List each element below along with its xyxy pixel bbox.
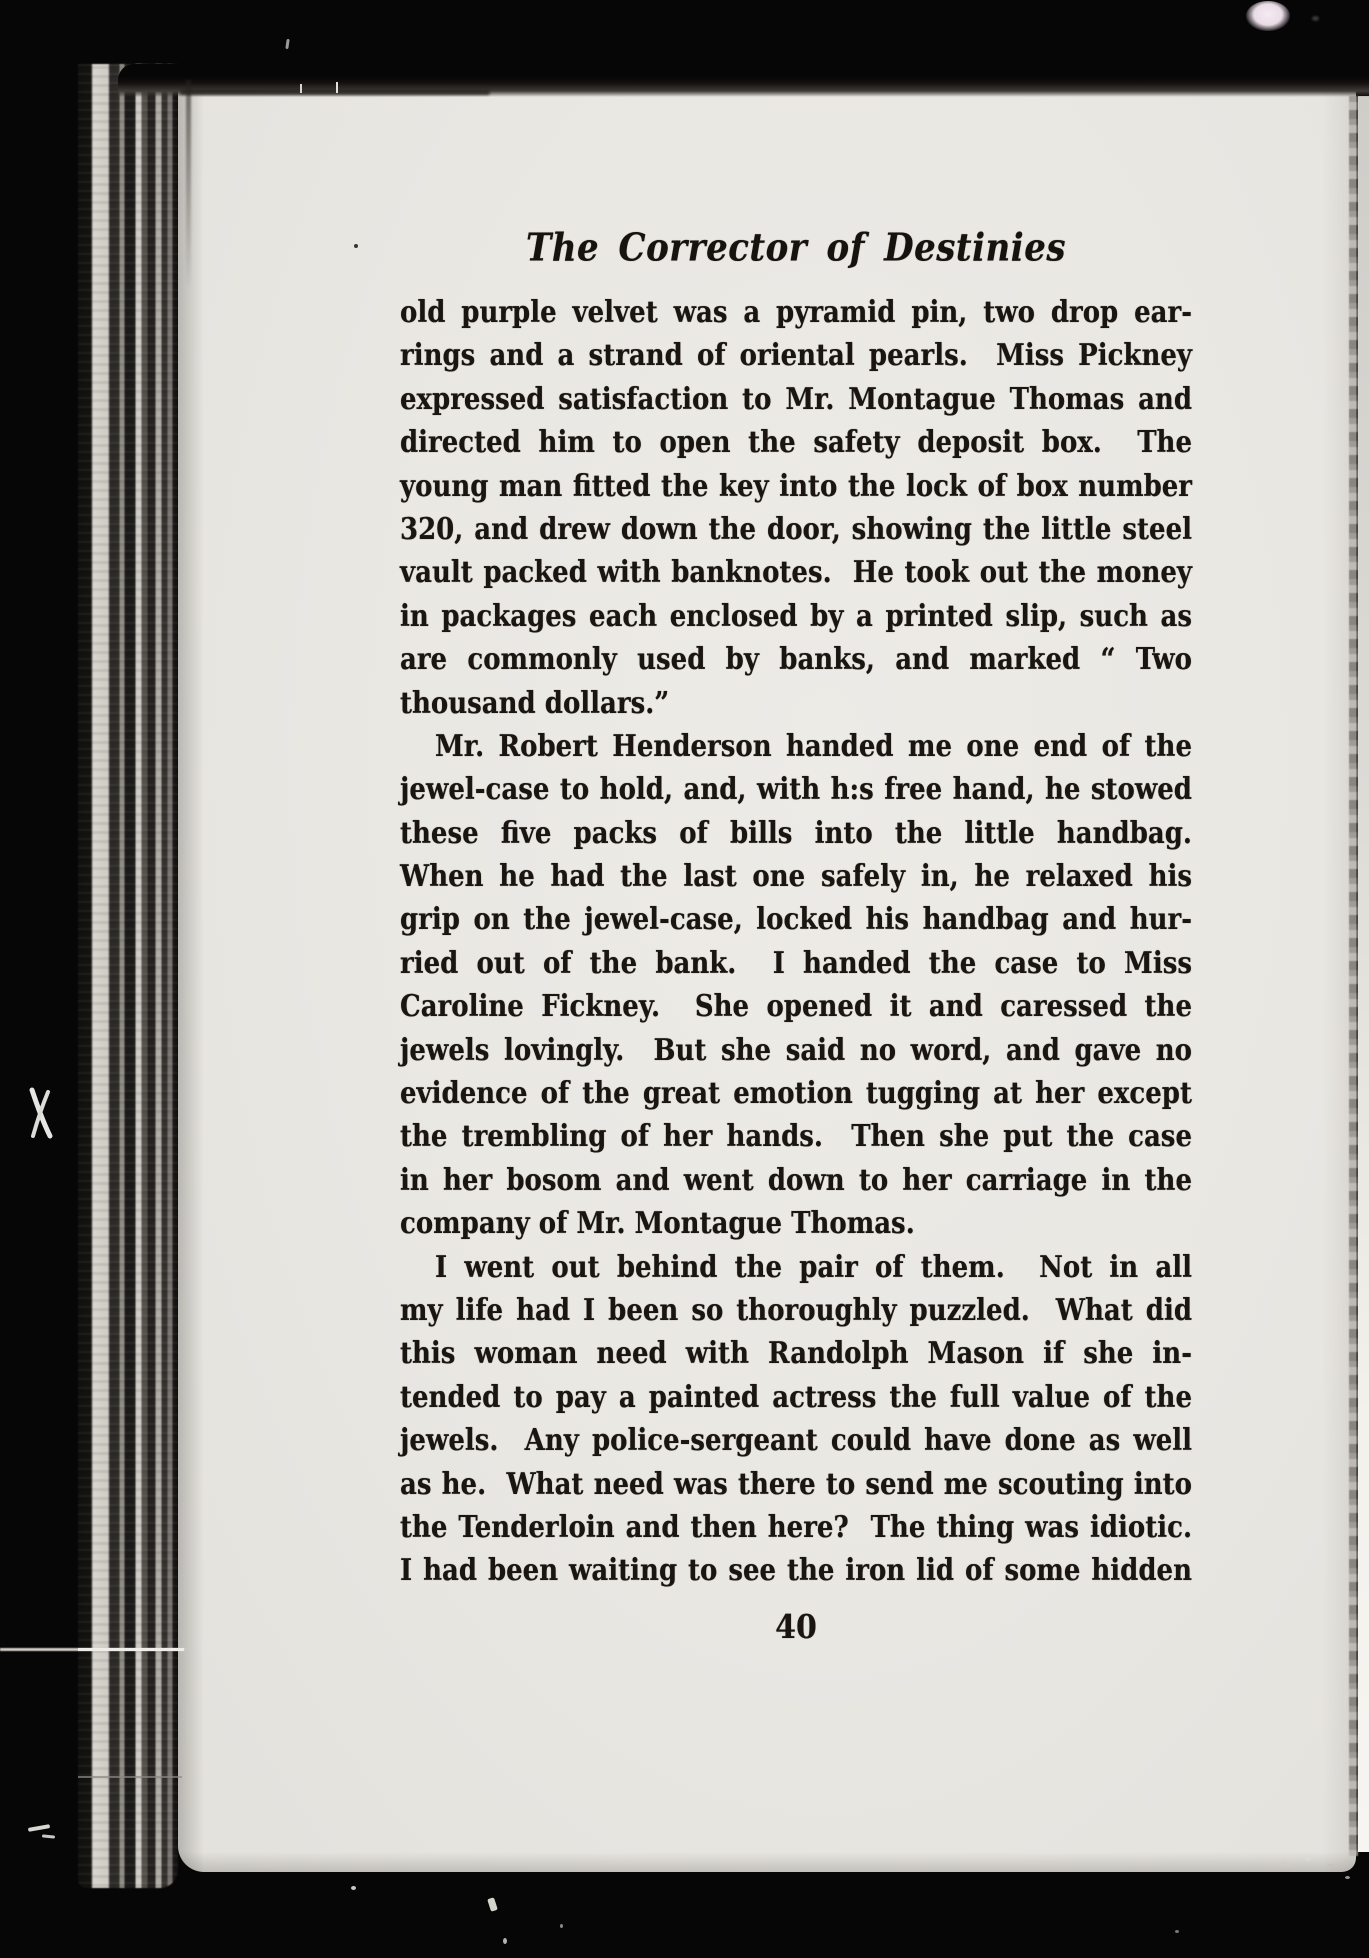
text-line: are commonly used by banks, and marked “ Two bbox=[400, 642, 1192, 678]
scan-artifact-speck bbox=[1175, 1930, 1179, 1933]
text-line: young man fitted the key into the lock of box number bbox=[400, 469, 1192, 504]
text-line: directed him to open the safety deposit box. The bbox=[400, 425, 1192, 461]
text-line: rings and a strand of oriental pearls. Miss Pickney bbox=[400, 339, 1192, 374]
text-line: grip on the jewel-case, locked his handbag and hur- bbox=[400, 903, 1192, 938]
text-line: tended to pay a painted actress the full value of the bbox=[400, 1380, 1192, 1415]
scan-artifact-tick bbox=[336, 82, 338, 93]
scan-artifact-speck bbox=[487, 1897, 498, 1912]
scan-artifact-dash bbox=[42, 1834, 55, 1838]
text-line: 320, and drew down the door, showing the little steel bbox=[400, 512, 1192, 548]
text-line: the trembling of her hands. Then she put the case bbox=[400, 1120, 1192, 1155]
text-line: my life had I been so thoroughly puzzled. What did bbox=[400, 1293, 1192, 1329]
text-line: ried out of the bank. I handed the case to Miss bbox=[400, 946, 1192, 982]
text-line: jewels. Any police-sergeant could have done as well bbox=[400, 1423, 1192, 1459]
text-line: When he had the last one safely in, he relaxed his bbox=[400, 859, 1192, 895]
next-page-sliver bbox=[1358, 96, 1369, 1852]
body-text-block bbox=[400, 292, 1192, 1594]
text-line: the Tenderloin and then here? The thing was idiotic. bbox=[400, 1510, 1192, 1546]
text-line: these five packs of bills into the little handbag. bbox=[400, 816, 1192, 851]
book-page bbox=[178, 88, 1356, 1872]
left-corner-edge-line bbox=[186, 80, 191, 290]
text-line: I had been waiting to see the iron lid of some hidden bbox=[400, 1553, 1192, 1589]
scan-artifact-blob bbox=[1246, 1, 1290, 31]
text-line: I went out behind the pair of them. Not in all bbox=[435, 1250, 1192, 1285]
book-page-edges-texture bbox=[78, 64, 178, 1888]
text-line: expressed satisfaction to Mr. Montague Thomas and bbox=[400, 382, 1192, 417]
text-line: as he. What need was there to send me scouting into bbox=[400, 1467, 1192, 1502]
scan-artifact-speck bbox=[1312, 16, 1319, 21]
text-line: thousand dollars.” bbox=[400, 686, 670, 721]
scan-artifact-speck bbox=[560, 1924, 563, 1928]
scan-scratch-line bbox=[78, 1648, 184, 1651]
text-line: vault packed with banknotes. He took out the money bbox=[400, 555, 1192, 591]
ink-dot bbox=[354, 244, 358, 248]
page-number: 40 bbox=[775, 1608, 817, 1647]
running-title: The Corrector of Destinies bbox=[526, 226, 1066, 271]
text-line: in her bosom and went down to her carriage in the bbox=[400, 1163, 1192, 1198]
scan-artifact-speck bbox=[285, 39, 289, 49]
text-line: jewel-case to hold, and, with h:s free hand, he stowed bbox=[400, 772, 1192, 808]
text-line: evidence of the great emotion tugging at her except bbox=[400, 1076, 1192, 1112]
scan-artifact-speck bbox=[351, 1886, 356, 1890]
text-line: in packages each enclosed by a printed slip, such as bbox=[400, 599, 1192, 634]
scan-artifact-tick bbox=[300, 84, 302, 93]
text-line: jewels lovingly. But she said no word, and gave no bbox=[400, 1033, 1192, 1068]
handwritten-x-mark bbox=[28, 1086, 54, 1140]
scan-artifact-dash bbox=[28, 1824, 50, 1832]
scan-scratch-line bbox=[78, 1776, 182, 1778]
scan-artifact-speck bbox=[503, 1938, 507, 1944]
text-line: this woman need with Randolph Mason if she in- bbox=[400, 1337, 1192, 1372]
text-line: company of Mr. Montague Thomas. bbox=[400, 1206, 915, 1242]
scan-artifact-speck bbox=[1345, 1876, 1350, 1879]
text-line: Caroline Fickney. She opened it and caressed the bbox=[400, 989, 1192, 1025]
text-line: old purple velvet was a pyramid pin, two drop ear- bbox=[400, 295, 1192, 331]
text-line: Mr. Robert Henderson handed me one end of the bbox=[435, 729, 1192, 765]
top-corner-edge-line bbox=[180, 90, 490, 95]
scan-artifact-speck bbox=[1305, 1856, 1311, 1861]
page-right-edge-shadow bbox=[1349, 96, 1358, 1856]
